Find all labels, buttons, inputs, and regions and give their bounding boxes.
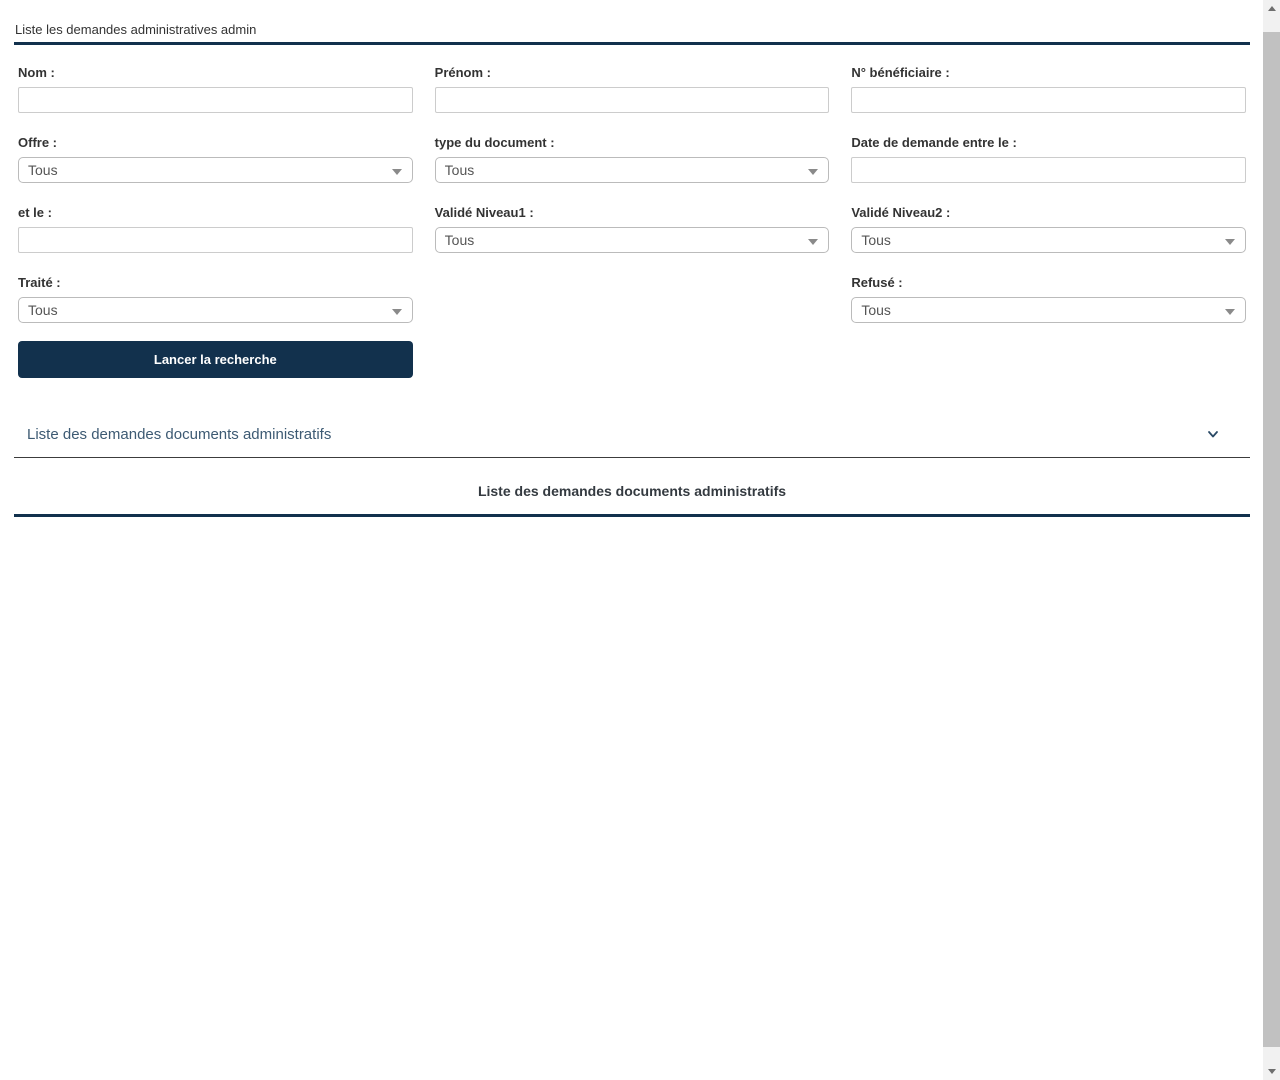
search-form [14, 45, 1250, 378]
nom-label: Nom : [18, 65, 55, 80]
beneficiaire-label: N° bénéficiaire : [851, 65, 950, 80]
scrollbar-thumb[interactable] [1263, 32, 1280, 1047]
field-prenom [435, 65, 830, 113]
date-fin-input[interactable] [18, 227, 413, 253]
results-accordion-title: Liste des demandes documents administratifs [27, 425, 332, 443]
field-valide-niveau2 [851, 205, 1246, 253]
select-caret-icon [808, 239, 818, 245]
offre-select[interactable] [18, 157, 413, 183]
vertical-scrollbar[interactable] [1263, 0, 1280, 1080]
traite-select[interactable] [18, 297, 413, 323]
refuse-select[interactable] [851, 297, 1246, 323]
select-caret-icon [1225, 309, 1235, 315]
valide-niveau2-select[interactable] [851, 227, 1246, 253]
valide-niveau2-label: Validé Niveau2 : [851, 205, 951, 220]
page-title: Liste les demandes administratives admin [15, 22, 257, 37]
scroll-down-button[interactable] [1263, 1063, 1280, 1080]
beneficiaire-input[interactable] [851, 87, 1246, 113]
traite-select-value: Tous [28, 302, 58, 318]
field-spacer [435, 275, 830, 323]
scroll-up-button[interactable] [1263, 0, 1280, 17]
valide-niveau1-select[interactable] [435, 227, 830, 253]
nom-input[interactable] [18, 87, 413, 113]
field-traite [18, 275, 413, 323]
field-offre [18, 135, 413, 183]
chevron-down-icon [1206, 427, 1220, 441]
search-button[interactable]: Lancer la recherche [18, 341, 413, 378]
field-date-debut [851, 135, 1246, 183]
accordion-divider [14, 457, 1250, 458]
date-debut-input[interactable] [851, 157, 1246, 183]
scroll-down-arrow-icon [1268, 1069, 1276, 1074]
field-valide-niveau1 [435, 205, 830, 253]
refuse-select-value: Tous [861, 302, 891, 318]
offre-label: Offre : [18, 135, 57, 150]
date-debut-label: Date de demande entre le : [851, 135, 1017, 150]
field-date-fin [18, 205, 413, 253]
date-fin-label: et le : [18, 205, 52, 220]
type-document-select[interactable] [435, 157, 830, 183]
select-caret-icon [1225, 239, 1235, 245]
valide-niveau2-select-value: Tous [861, 232, 891, 248]
valide-niveau1-label: Validé Niveau1 : [434, 205, 534, 220]
field-type-document [435, 135, 830, 183]
field-beneficiaire [851, 65, 1246, 113]
refuse-label: Refusé : [851, 275, 903, 290]
results-accordion-header[interactable] [14, 420, 1250, 448]
type-document-label: type du document : [434, 135, 555, 150]
field-nom [18, 65, 413, 113]
offre-select-value: Tous [28, 162, 58, 178]
field-refuse [851, 275, 1246, 323]
traite-label: Traité : [18, 275, 61, 290]
results-section-title: Liste des demandes documents administratifs [477, 483, 787, 499]
select-caret-icon [392, 309, 402, 315]
select-caret-icon [392, 169, 402, 175]
type-document-select-value: Tous [444, 162, 475, 178]
results-navy-divider [14, 514, 1250, 517]
scroll-up-arrow-icon [1268, 6, 1276, 11]
main-page [14, 0, 1250, 517]
valide-niveau1-select-value: Tous [444, 232, 475, 248]
prenom-input[interactable] [435, 87, 830, 113]
prenom-label: Prénom : [434, 65, 491, 80]
select-caret-icon [808, 169, 818, 175]
